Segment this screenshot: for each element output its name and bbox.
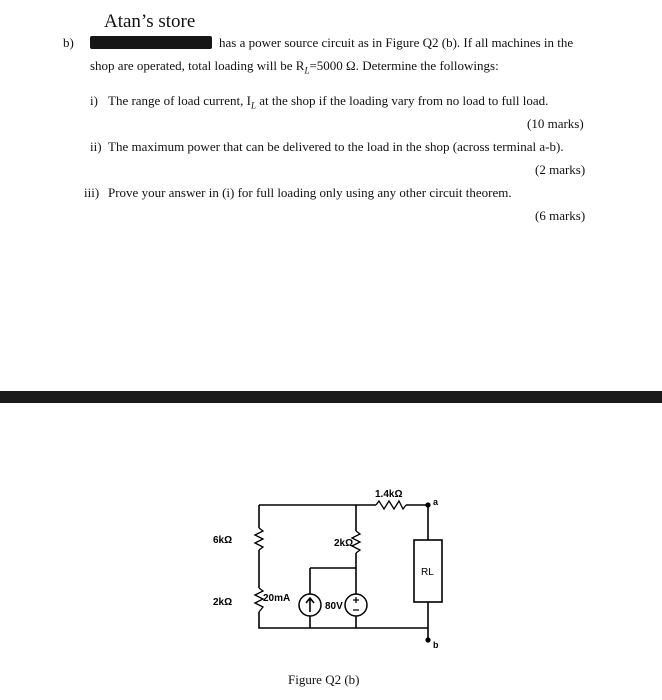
part-1-text-main: The range of load current, I xyxy=(108,93,251,108)
label-terminal-b: b xyxy=(433,640,439,650)
redacted-text xyxy=(90,36,212,49)
part-1-marks: (10 marks) xyxy=(527,116,584,131)
label-r-left-bottom: 2kΩ xyxy=(213,597,233,608)
resistor-6k xyxy=(255,528,263,550)
intro-line-1: has a power source circuit as in Figure Q2 (b). If all machines in the xyxy=(219,35,574,50)
intro-line-2-text: shop are operated, total loading will be R xyxy=(90,58,305,73)
label-r-top: 1.4kΩ xyxy=(375,489,403,500)
label-r-mid: 2kΩ xyxy=(334,538,354,549)
rl-subscript: L xyxy=(304,65,310,76)
store-title: Atan’s store xyxy=(104,11,196,32)
label-voltage-source: 80V xyxy=(325,601,343,612)
circuit-wires xyxy=(259,505,428,640)
part-2-marks: (2 marks) xyxy=(535,162,586,177)
rl-value: =5000 Ω. Determine the followings: xyxy=(309,58,499,73)
label-current-source: 20mA xyxy=(263,593,291,604)
terminal-b-dot xyxy=(425,637,430,642)
part-2-text: The maximum power that can be delivered to the load in the shop (across terminal a-b). xyxy=(108,139,564,154)
part-1-text xyxy=(108,93,548,111)
terminal-a-dot xyxy=(425,502,430,507)
label-load: RL xyxy=(421,567,434,578)
section-label: b) xyxy=(63,35,74,50)
resistor-2k-mid xyxy=(352,531,360,553)
part-1-text-after: at the shop if the loading vary from no load to full load. xyxy=(255,93,549,108)
intro-line-2 xyxy=(90,58,499,76)
label-terminal-a: a xyxy=(433,497,439,507)
page-divider xyxy=(0,391,662,403)
part-2-number: ii) xyxy=(90,139,102,154)
resistor-1-4k xyxy=(376,501,406,509)
part-3-number: iii) xyxy=(84,185,100,200)
wire-bottom xyxy=(259,612,428,628)
label-r-left-top: 6kΩ xyxy=(213,535,233,546)
part-3-marks: (6 marks) xyxy=(535,208,586,223)
part-1-subscript: L xyxy=(250,100,256,111)
part-1-number: i) xyxy=(90,93,98,108)
circuit-diagram xyxy=(0,480,662,650)
figure-caption: Figure Q2 (b) xyxy=(288,672,360,687)
resistor-2k-left xyxy=(255,588,263,612)
part-3-text: Prove your answer in (i) for full loading only using any other circuit theorem. xyxy=(108,185,512,200)
